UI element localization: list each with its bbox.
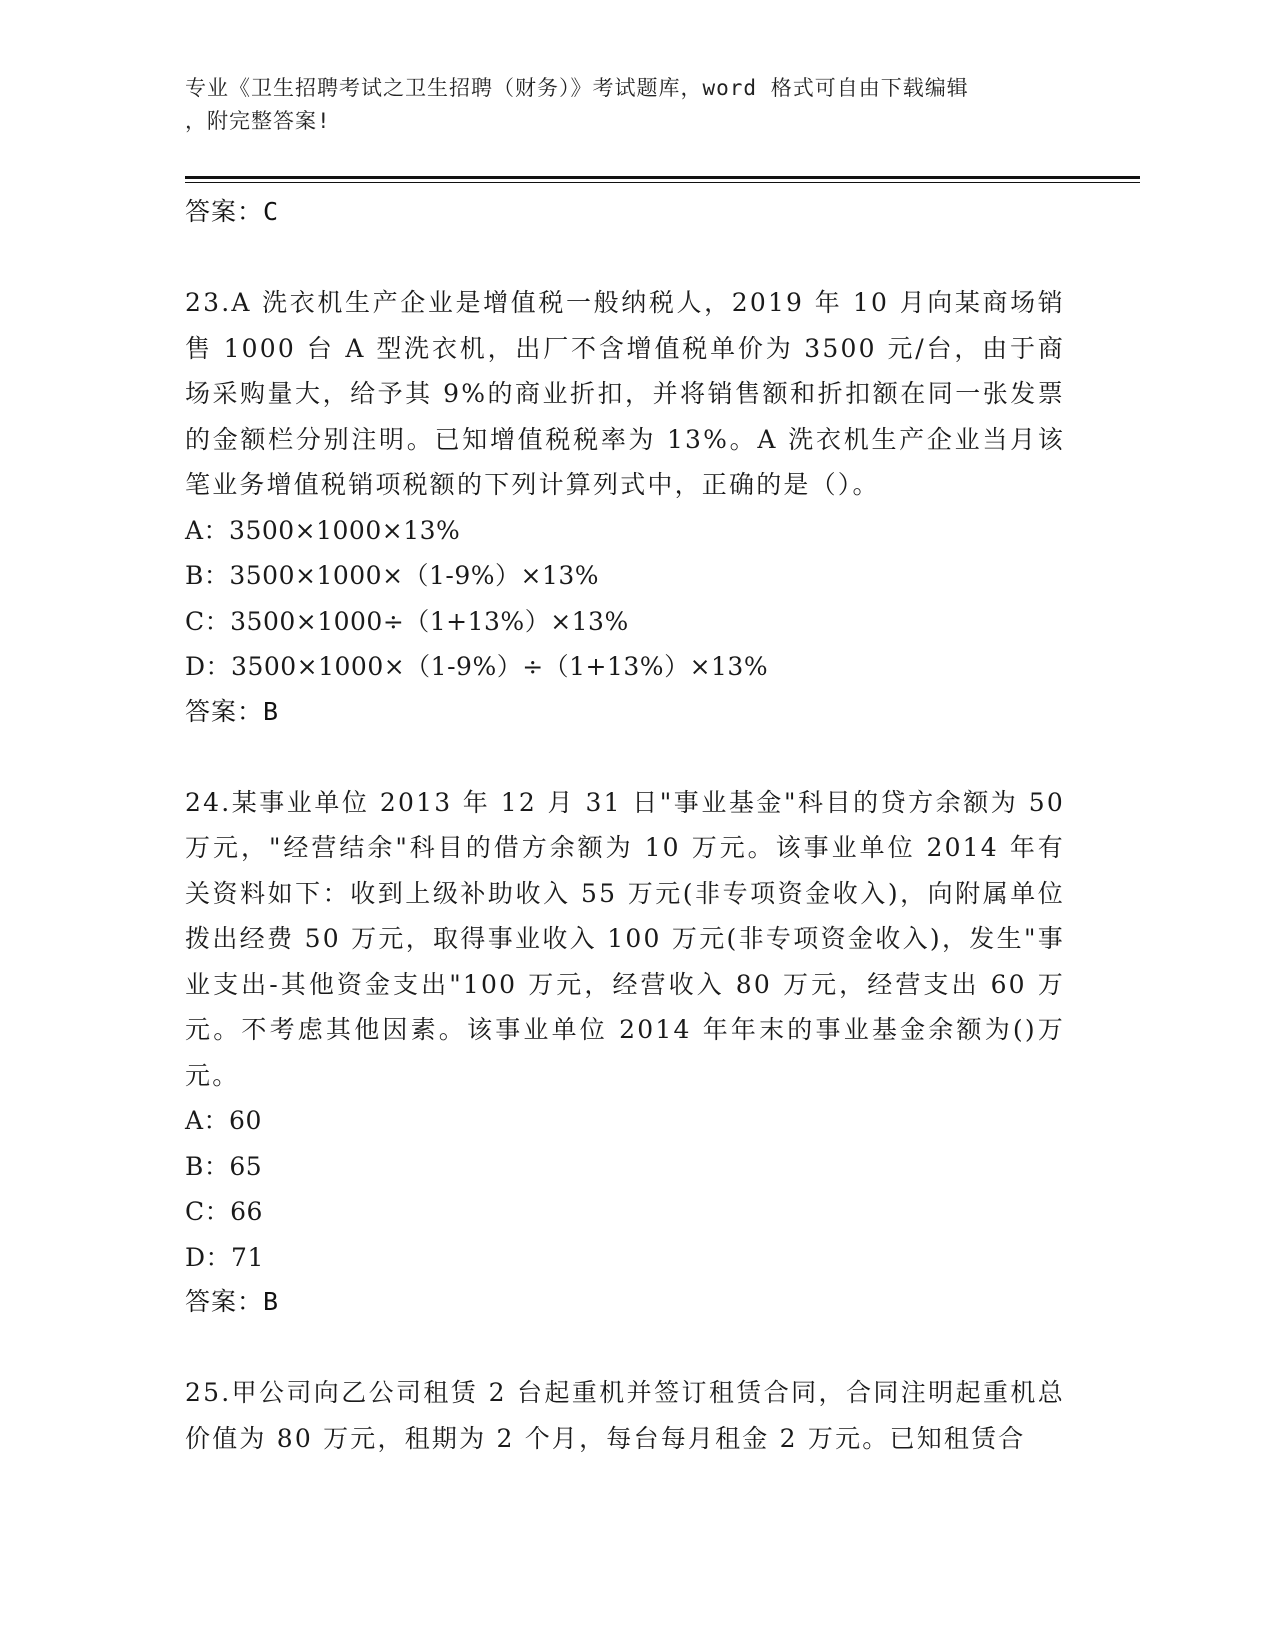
question-block-23 bbox=[185, 280, 1065, 734]
spacer bbox=[185, 1324, 1065, 1370]
header-divider-thick bbox=[185, 176, 1140, 179]
option-d: D：71 bbox=[185, 1242, 264, 1272]
answer-line: 答案：B bbox=[185, 696, 280, 726]
option-a: A：60 bbox=[185, 1106, 262, 1135]
spacer bbox=[185, 234, 1065, 280]
option-d: D：3500×1000×（1-9%）÷（1+13%）×13% bbox=[185, 652, 769, 681]
option-b: B：3500×1000×（1-9%）×13% bbox=[185, 561, 600, 590]
option-c: C：66 bbox=[185, 1197, 263, 1226]
option-b: B：65 bbox=[185, 1151, 263, 1181]
option-a: A：3500×1000×13% bbox=[185, 515, 461, 545]
answer-line: 答案：B bbox=[185, 1287, 280, 1316]
question-stem: 23.A 洗衣机生产企业是增值税一般纳税人，2019 年 10 月向某商场销售 1000 台 A 型洗衣机，出厂不含增值税单价为 3500 元/台，由于商场采购量大，给予其 9%的商业折扣，并将销售额和折扣额在同一张发票的金额栏分别注明。已知增值税税率为 13%。A 洗衣机生产企业当月该笔业务增值税销项税额的下列计算列式中，正确的是（）。 bbox=[185, 288, 1065, 499]
question-block-25 bbox=[185, 1370, 1065, 1461]
spacer bbox=[185, 734, 1065, 780]
document-header-note: 专业《卫生招聘考试之卫生招聘（财务）》考试题库，word 格式可自由下载编辑 ，附完整答案! bbox=[185, 76, 969, 133]
question-stem: 25.甲公司向乙公司租赁 2 台起重机并签订租赁合同，合同注明起重机总价值为 80 万元，租期为 2 个月，每台每月租金 2 万元。已知租赁合 bbox=[185, 1378, 1065, 1453]
header-divider-thin bbox=[185, 182, 1140, 183]
question-list bbox=[185, 190, 1065, 1461]
question-stem: 24.某事业单位 2013 年 12 月 31 日"事业基金"科目的贷方余额为 50 万元，"经营结余"科目的借方余额为 10 万元。该事业单位 2014 年有关资料如下：收到上级补助收入 55 万元(非专项资金收入)，向附属单位拨出经费 50 万元，取得事业收入 100 万元(非专项资金收入)，发生"事业支出-其他资金支出"100 万元，经营收入 80 万元，经营支出 60 万元。不考虑其他因素。该事业单位 2014 年年末的事业基金余额为()万元。 bbox=[185, 787, 1065, 1090]
answer-line: 答案：C bbox=[185, 197, 280, 226]
option-c: C：3500×1000÷（1+13%）×13% bbox=[185, 606, 629, 636]
question-block-24 bbox=[185, 780, 1065, 1325]
